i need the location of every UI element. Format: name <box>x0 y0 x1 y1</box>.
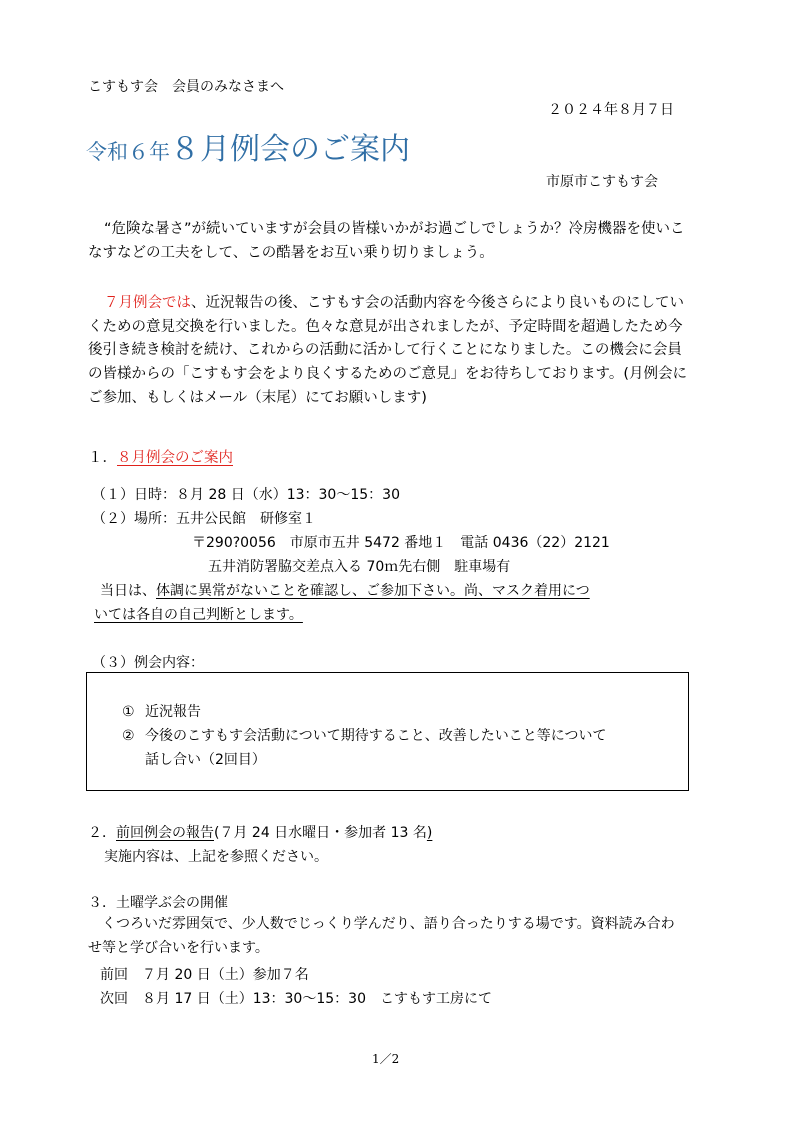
agenda-item-1-mark: ① <box>122 704 135 720</box>
title-main: ８月例会のご案内 <box>170 132 410 167</box>
july-report-paragraph <box>88 292 688 411</box>
page-number: 1／2 <box>372 1052 400 1066</box>
section3-heading <box>88 892 228 912</box>
section2-heading <box>88 822 432 842</box>
document-date: ２０２４年８月７日 <box>548 102 674 118</box>
page-title <box>86 124 410 168</box>
section1-number: １． <box>88 450 117 466</box>
meeting-access: 五井消防署脇交差点入る 70ｍ先右側 駐車場有 <box>208 559 511 575</box>
section3-body: くつろいだ雰囲気で、少人数でじっくり学んだり、語り合ったりする場です。資料読み合わせ等と学び合いを行います。 <box>88 916 675 956</box>
health-note-underlined-2: いては各自の自己判断とします。 <box>94 607 303 623</box>
agenda-item-2 <box>122 725 606 745</box>
july-report-lead: ７月例会では <box>104 295 191 311</box>
section1-heading <box>88 446 233 467</box>
agenda-item-2-text: 今後のこすもす会活動について期待すること、改善したいこと等について <box>145 728 607 744</box>
meeting-content-box <box>86 672 689 791</box>
section2-detail: (７月 24 日水曜日・参加者 13 名 <box>214 825 427 841</box>
section3-number: ３． <box>88 895 116 911</box>
organization-name: 市原市こすもす会 <box>546 174 658 190</box>
section2-body: 実施内容は、上記を参照ください。 <box>104 849 328 865</box>
health-note-plain: 当日は、 <box>100 583 156 599</box>
addressee: こすもす会 会員のみなさまへ <box>88 79 284 95</box>
agenda-item-1 <box>122 701 201 721</box>
section1-title: ８月例会のご案内 <box>117 450 233 466</box>
meeting-address: 〒290?0056 市原市五井 5472 番地１ 電話 0436（22）2121 <box>192 535 610 551</box>
section3-title: 土曜学ぶ会の開催 <box>116 895 228 911</box>
agenda-item-2-continued: 話し合い（2回目） <box>145 752 266 768</box>
agenda-item-2-mark: ② <box>122 728 135 744</box>
section2-number: ２． <box>88 825 116 841</box>
section3-next: 次回 ８月 17 日（土）13：30～15：30 こすもす工房にて <box>100 991 492 1007</box>
intro-paragraph: “危険な暑さ”が続いていますが会員の皆様いかがお過ごしでしょうか？冷房機器を使いこなすなどの工夫をして、この酷暑をお互い乗り切りましょう。 <box>88 221 685 261</box>
section3-previous: 前回 ７月 20 日（土）参加７名 <box>100 967 309 983</box>
july-report-body: 、近況報告の後、こすもす会の活動内容を今後さらにより良いものにしていくための意見交換を行いました。色々な意見が出されましたが、予定時間を超過したため今後引き続き検討を続け、これからの活動に活かして行くことになりました。この機会に会員の皆様からの「こすもす会をより良くするためのご意見」をお待ちしております。(月例会にご参加、もしくはメール（末尾）にてお願いします) <box>88 295 687 406</box>
section2-close: ) <box>426 825 433 841</box>
health-note-line1 <box>100 580 590 600</box>
health-note-underlined-1: 体調に異常がないことを確認し、ご参加下さい。尚、マスク着用につ <box>156 583 590 599</box>
meeting-place: （２）場所：五井公民館 研修室１ <box>92 511 316 527</box>
agenda-item-1-text: 近況報告 <box>145 704 202 720</box>
title-prefix: 令和６年 <box>86 140 170 164</box>
meeting-datetime: （１）日時：８月 28 日（水）13：30～15：30 <box>92 487 400 503</box>
meeting-content-label: （３）例会内容： <box>92 655 204 671</box>
section2-title: 前回例会の報告 <box>116 825 214 841</box>
